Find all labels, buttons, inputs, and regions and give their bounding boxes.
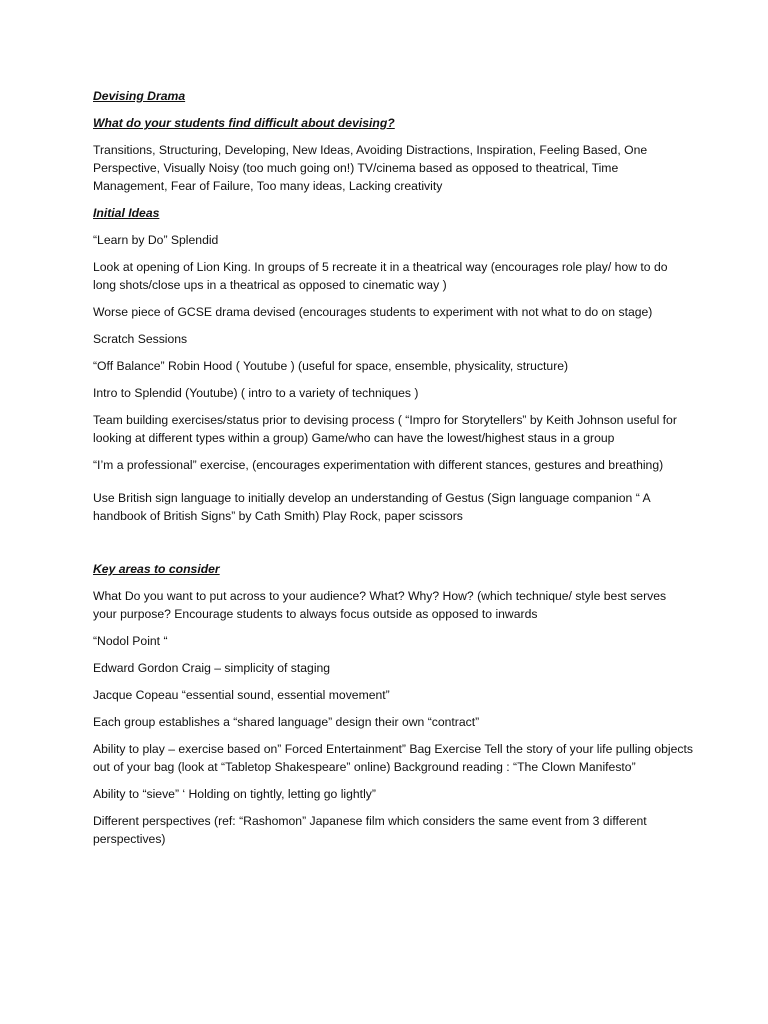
initial-idea-item: Intro to Splendid (Youtube) ( intro to a variety of techniques ) — [93, 386, 419, 400]
document-title: Devising Drama — [93, 89, 186, 103]
initial-idea-item: Scratch Sessions — [93, 332, 188, 346]
question-heading: What do your students find difficult about devising? — [93, 116, 395, 130]
key-area-item: What Do you want to put across to your audience? What? Why? How? (which technique/ style best serves your purpose? Encourage students to always focus outside as opposed to inwards — [93, 589, 667, 621]
key-area-item: Ability to “sieve” ‘ Holding on tightly, letting go lightly” — [93, 787, 376, 801]
initial-idea-item: “Learn by Do” Splendid — [93, 233, 219, 247]
key-areas-heading: Key areas to consider — [93, 562, 220, 576]
key-area-item: “Nodol Point “ — [93, 634, 168, 648]
key-area-item: Ability to play – exercise based on” Forced Entertainment” Bag Exercise Tell the story of your life pulling objects out of your bag (look at “Tabletop Shakespeare” online) Background reading : “The Clown Manifesto” — [93, 742, 693, 774]
initial-idea-item: Use British sign language to initially develop an understanding of Gestus (Sign language companion “ A handbook of British Signs” by Cath Smith) Play Rock, paper scissors — [93, 491, 650, 523]
spacer — [93, 534, 693, 560]
initial-idea-item: “I’m a professional” exercise, (encourages experimentation with different stances, gestures and breathing) — [93, 458, 664, 472]
key-area-item: Different perspectives (ref: “Rashomon” Japanese film which considers the same event from 3 different perspectives) — [93, 814, 647, 846]
initial-idea-item: Team building exercises/status prior to devising process ( “Impro for Storytellers” by Keith Johnson useful for looking at different types within a group) Game/who can have the lowest/highest staus in a group — [93, 413, 677, 445]
key-area-item: Jacque Copeau “essential sound, essential movement” — [93, 688, 390, 702]
initial-idea-item: “Off Balance” Robin Hood ( Youtube ) (useful for space, ensemble, physicality, structure) — [93, 359, 569, 373]
key-area-item: Edward Gordon Craig – simplicity of staging — [93, 661, 331, 675]
initial-idea-item: Look at opening of Lion King. In groups of 5 recreate it in a theatrical way (encourages role play/ how to do long shots/close ups in a theatrical as opposed to cinematic way ) — [93, 260, 668, 292]
initial-idea-item: Worse piece of GCSE drama devised (encourages students to experiment with not what to do on stage) — [93, 305, 653, 319]
document-page — [93, 87, 693, 857]
key-area-item: Each group establishes a “shared language” design their own “contract” — [93, 715, 480, 729]
difficulties-paragraph: Transitions, Structuring, Developing, New Ideas, Avoiding Distractions, Inspiration, Feeling Based, One Perspective, Visually Noisy (too much going on!) TV/cinema based as opposed to theatrical, Time Management, Fear of Failure, Too many ideas, Lacking creativity — [93, 143, 648, 193]
initial-ideas-heading: Initial Ideas — [93, 206, 160, 220]
